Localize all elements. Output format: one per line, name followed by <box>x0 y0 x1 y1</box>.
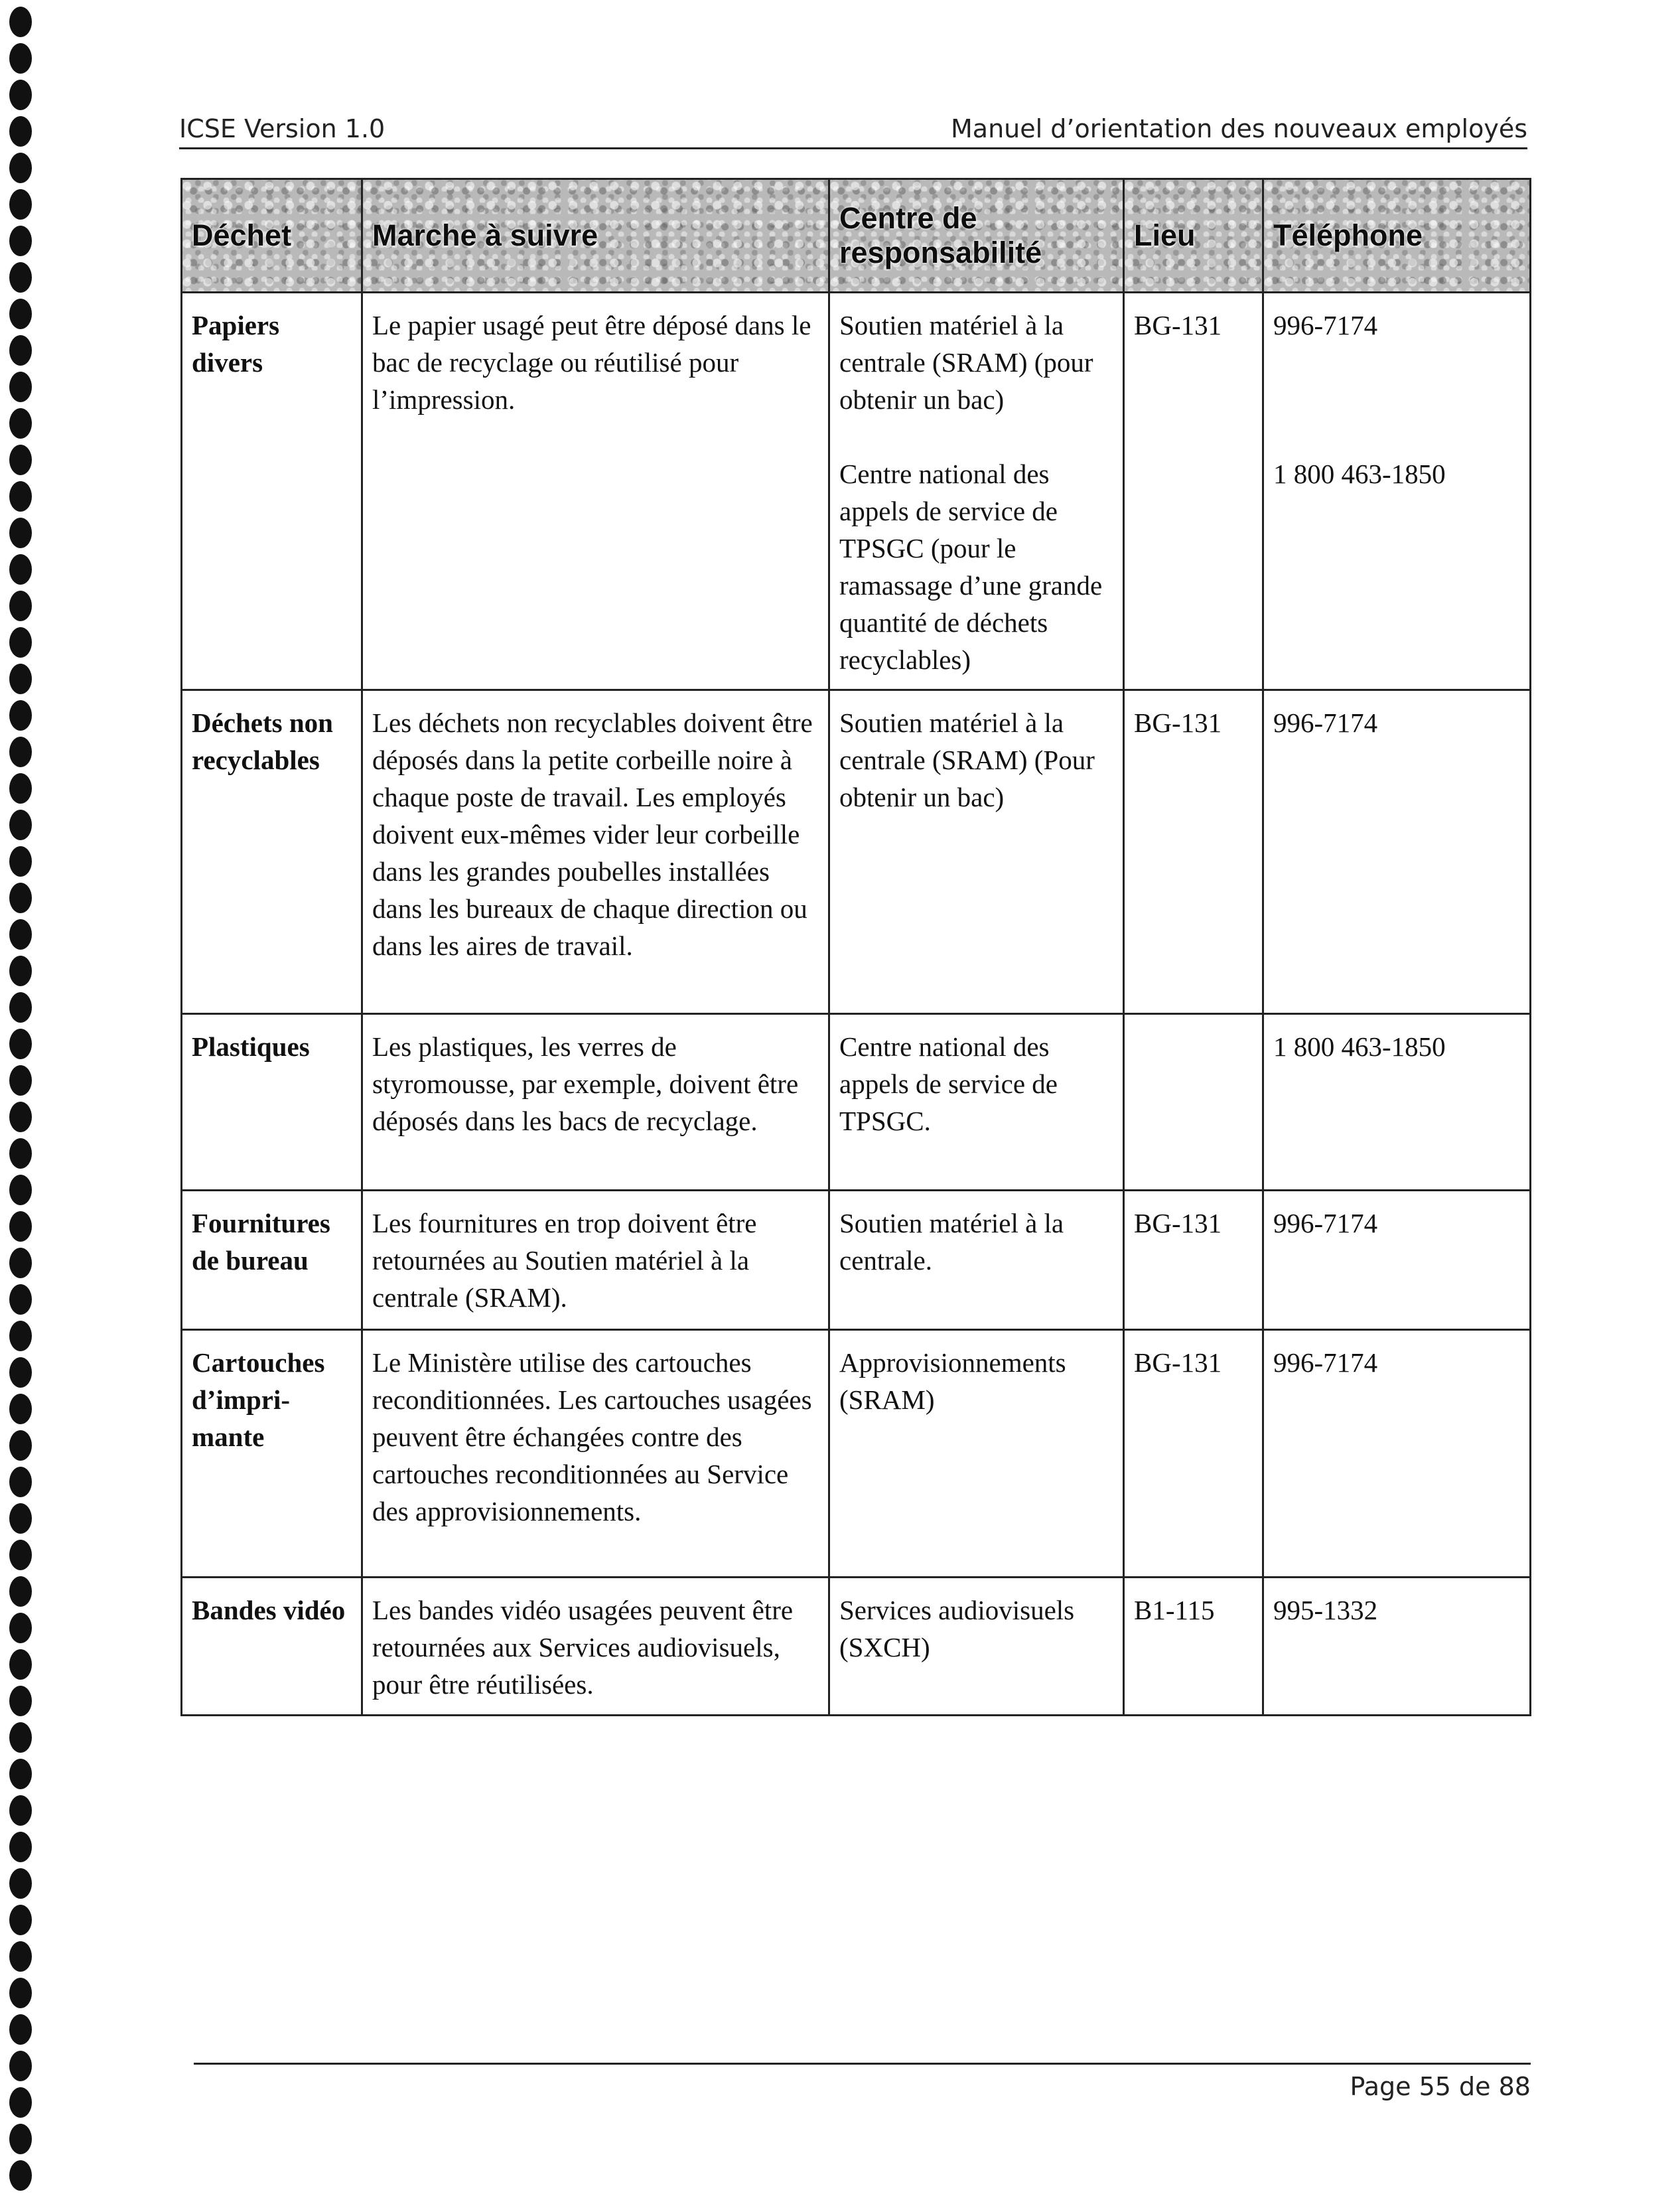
table-row <box>182 690 1531 1014</box>
telephone-cell: 995-1332 <box>1263 1578 1531 1716</box>
binder-hole <box>9 2124 32 2154</box>
binder-hole <box>9 80 32 110</box>
binder-hole <box>9 700 32 731</box>
responsibility-cell <box>829 293 1124 690</box>
waste-type-cell: Fournitures de bureau <box>182 1191 362 1330</box>
binder-hole <box>9 1868 32 1899</box>
binder-hole <box>9 1686 32 1716</box>
binder-hole <box>9 481 32 512</box>
footer-rule <box>194 2063 1531 2065</box>
responsibility-cell: Approvisionnements (SRAM) <box>829 1330 1124 1578</box>
binder-hole <box>9 153 32 183</box>
column-header-lieu: Lieu <box>1124 179 1263 293</box>
binder-hole <box>9 116 32 147</box>
binder-hole <box>9 1321 32 1351</box>
responsibility-cell: Soutien matériel à la centrale (SRAM) (Pour obtenir un bac) <box>829 690 1124 1014</box>
binder-hole <box>9 1941 32 1972</box>
procedure-cell: Le Ministère utilise des cartouches reconditionnées. Les cartouches usagées peuvent être échangées contre des cartouches reconditionnées au Service des approvisionnements. <box>362 1330 829 1578</box>
binder-hole <box>9 1467 32 1497</box>
waste-disposal-table <box>180 178 1531 1716</box>
binder-hole <box>9 2087 32 2118</box>
binder-hole <box>9 1430 32 1461</box>
procedure-cell: Les plastiques, les verres de styromousse, par exemple, doivent être déposés dans les bacs de recyclage. <box>362 1014 829 1191</box>
binder-hole <box>9 810 32 840</box>
binder-hole <box>9 408 32 439</box>
responsibility-cell: Soutien matériel à la centrale. <box>829 1191 1124 1330</box>
column-header-marche: Marche à suivre <box>362 179 829 293</box>
binder-hole <box>9 1905 32 1935</box>
binder-hole <box>9 992 32 1023</box>
procedure-cell: Les fournitures en trop doivent être retournées au Soutien matériel à la centrale (SRAM). <box>362 1191 829 1330</box>
binder-hole <box>9 591 32 621</box>
binder-hole <box>9 1503 32 1534</box>
binder-hole <box>9 846 32 877</box>
binder-hole <box>9 2014 32 2045</box>
responsibility-cell: Services audiovisuels (SXCH) <box>829 1578 1124 1716</box>
binder-hole <box>9 1394 32 1424</box>
binder-hole <box>9 518 32 548</box>
binder-hole <box>9 189 32 220</box>
binder-hole <box>9 1065 32 1096</box>
table-row <box>182 293 1531 690</box>
binder-holes <box>9 7 36 2203</box>
binder-hole <box>9 299 32 329</box>
telephone-cell: 996-7174 <box>1263 1330 1531 1578</box>
binder-hole <box>9 1576 32 1607</box>
binder-hole <box>9 7 32 37</box>
table-header-row <box>182 179 1531 293</box>
procedure-cell: Le papier usagé peut être déposé dans le bac de recyclage ou réutilisé pour l’impression. <box>362 293 829 690</box>
table-row <box>182 1330 1531 1578</box>
binder-hole <box>9 1248 32 1278</box>
binder-hole <box>9 445 32 475</box>
telephone-cell <box>1263 293 1531 690</box>
procedure-cell: Les bandes vidéo usagées peuvent être retournées aux Services audiovisuels, pour être réutilisées. <box>362 1578 829 1716</box>
document-version: ICSE Version 1.0 <box>179 114 385 143</box>
binder-hole <box>9 372 32 402</box>
binder-hole <box>9 1795 32 1826</box>
telephone-cell: 996-7174 <box>1263 1191 1531 1330</box>
binder-hole <box>9 664 32 694</box>
binder-hole <box>9 226 32 256</box>
binder-hole <box>9 1722 32 1753</box>
waste-type-cell: Bandes vidéo <box>182 1578 362 1716</box>
running-header <box>179 105 1527 149</box>
binder-hole <box>9 1138 32 1169</box>
binder-hole <box>9 1613 32 1643</box>
cell-spacer <box>839 418 1113 455</box>
binder-hole <box>9 2051 32 2081</box>
telephone-secondary: 1 800 463-1850 <box>1273 459 1446 489</box>
column-header-telephone: Téléphone <box>1263 179 1531 293</box>
binder-hole <box>9 956 32 986</box>
location-cell: BG-131 <box>1124 293 1263 690</box>
binder-hole <box>9 43 32 74</box>
waste-type-cell: Déchets non recyclables <box>182 690 362 1014</box>
binder-hole <box>9 627 32 658</box>
location-cell: BG-131 <box>1124 1330 1263 1578</box>
location-cell: BG-131 <box>1124 1191 1263 1330</box>
binder-hole <box>9 1540 32 1570</box>
location-cell: BG-131 <box>1124 690 1263 1014</box>
table-row <box>182 1014 1531 1191</box>
binder-hole <box>9 335 32 366</box>
waste-type-cell: Plastiques <box>182 1014 362 1191</box>
column-header-dechet: Déchet <box>182 179 362 293</box>
table-row <box>182 1578 1531 1716</box>
binder-hole <box>9 1211 32 1242</box>
binder-hole <box>9 1759 32 1789</box>
binder-hole <box>9 1029 32 1059</box>
procedure-cell: Les déchets non recyclables doivent être déposés dans la petite corbeille noire à chaque poste de travail. Les employés doivent eux-mêmes vider leur corbeille dans les grandes poubelles installées dans les bureaux de chaque direction ou dans les aires de travail. <box>362 690 829 1014</box>
binder-hole <box>9 737 32 767</box>
binder-hole <box>9 1102 32 1132</box>
location-cell <box>1124 1014 1263 1191</box>
telephone-cell: 1 800 463-1850 <box>1263 1014 1531 1191</box>
binder-hole <box>9 554 32 585</box>
binder-hole <box>9 1284 32 1315</box>
responsibility-secondary: Centre national des appels de service de TPSGC (pour le ramassage d’une grande quantité de déchets recyclables) <box>839 459 1103 675</box>
binder-hole <box>9 1649 32 1680</box>
binder-hole <box>9 2160 32 2191</box>
binder-hole <box>9 1357 32 1388</box>
binder-hole <box>9 773 32 804</box>
waste-type-cell: Papiers divers <box>182 293 362 690</box>
page-number: Page 55 de 88 <box>1350 2072 1531 2101</box>
binder-hole <box>9 883 32 913</box>
location-cell: B1-115 <box>1124 1578 1263 1716</box>
binder-hole <box>9 1832 32 1862</box>
telephone-primary: 996-7174 <box>1273 310 1378 340</box>
cell-spacer <box>1273 344 1520 455</box>
telephone-cell: 996-7174 <box>1263 690 1531 1014</box>
binder-hole <box>9 262 32 293</box>
binder-hole <box>9 919 32 950</box>
table-row <box>182 1191 1531 1330</box>
waste-type-cell: Cartouches d’impri-mante <box>182 1330 362 1578</box>
responsibility-cell: Centre national des appels de service de TPSGC. <box>829 1014 1124 1191</box>
responsibility-primary: Soutien matériel à la centrale (SRAM) (pour obtenir un bac) <box>839 310 1093 415</box>
column-header-centre: Centre de responsabilité <box>829 179 1124 293</box>
manual-title: Manuel d’orientation des nouveaux employés <box>951 114 1527 143</box>
binder-hole <box>9 1978 32 2008</box>
binder-hole <box>9 1175 32 1205</box>
